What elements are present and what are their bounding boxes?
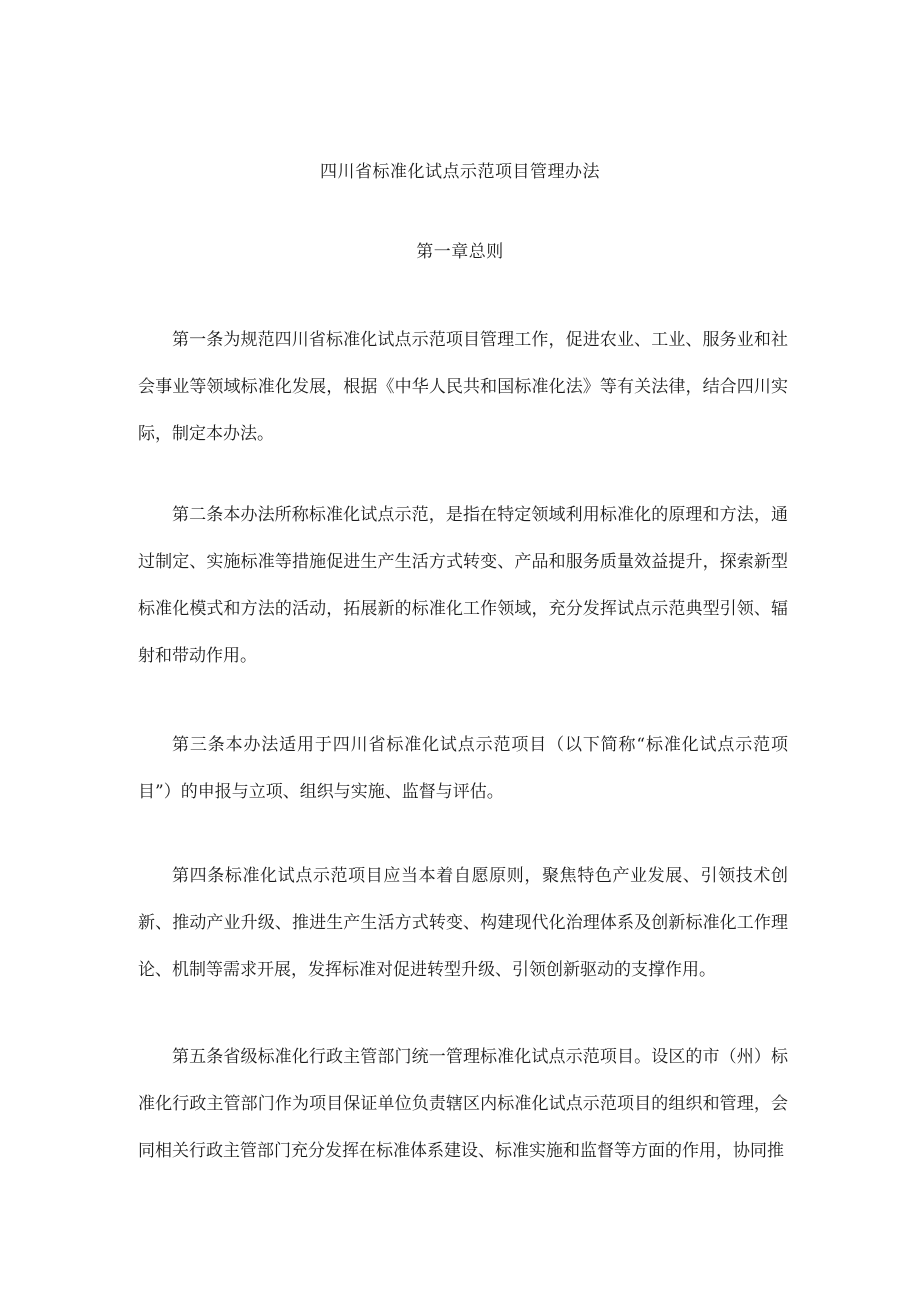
article-3: 第三条本办法适用于四川省标准化试点示范项目（以下简称“标准化试点示范项目”）的申报与立项、组织与实施、监督与评估。	[138, 735, 788, 802]
document-title: 四川省标准化试点示范项目管理办法	[320, 162, 600, 182]
article-1: 第一条为规范四川省标准化试点示范项目管理工作，促进农业、工业、服务业和社会事业等领域标准化发展，根据《中华人民共和国标准化法》等有关法律，结合四川实际，制定本办法。	[138, 330, 788, 444]
chapter-heading: 第一章总则	[416, 242, 504, 262]
article-4: 第四条标准化试点示范项目应当本着自愿原则，聚焦特色产业发展、引领技术创新、推动产业升级、推进生产生活方式转变、构建现代化治理体系及创新标准化工作理论、机制等需求开展，发挥标准对促进转型升级、引领创新驱动的支撑作用。	[138, 866, 788, 980]
article-2: 第二条本办法所称标准化试点示范，是指在特定领域利用标准化的原理和方法，通过制定、实施标准等措施促进生产生活方式转变、产品和服务质量效益提升，探索新型标准化模式和方法的活动，拓展新的标准化工作领域，充分发挥试点示范典型引领、辐射和带动作用。	[138, 505, 788, 666]
article-5: 第五条省级标准化行政主管部门统一管理标准化试点示范项目。设区的市（州）标准化行政主管部门作为项目保证单位负责辖区内标准化试点示范项目的组织和管理，会同相关行政主管部门充分发挥在标准体系建设、标准实施和监督等方面的作用，协同推	[138, 1047, 788, 1161]
